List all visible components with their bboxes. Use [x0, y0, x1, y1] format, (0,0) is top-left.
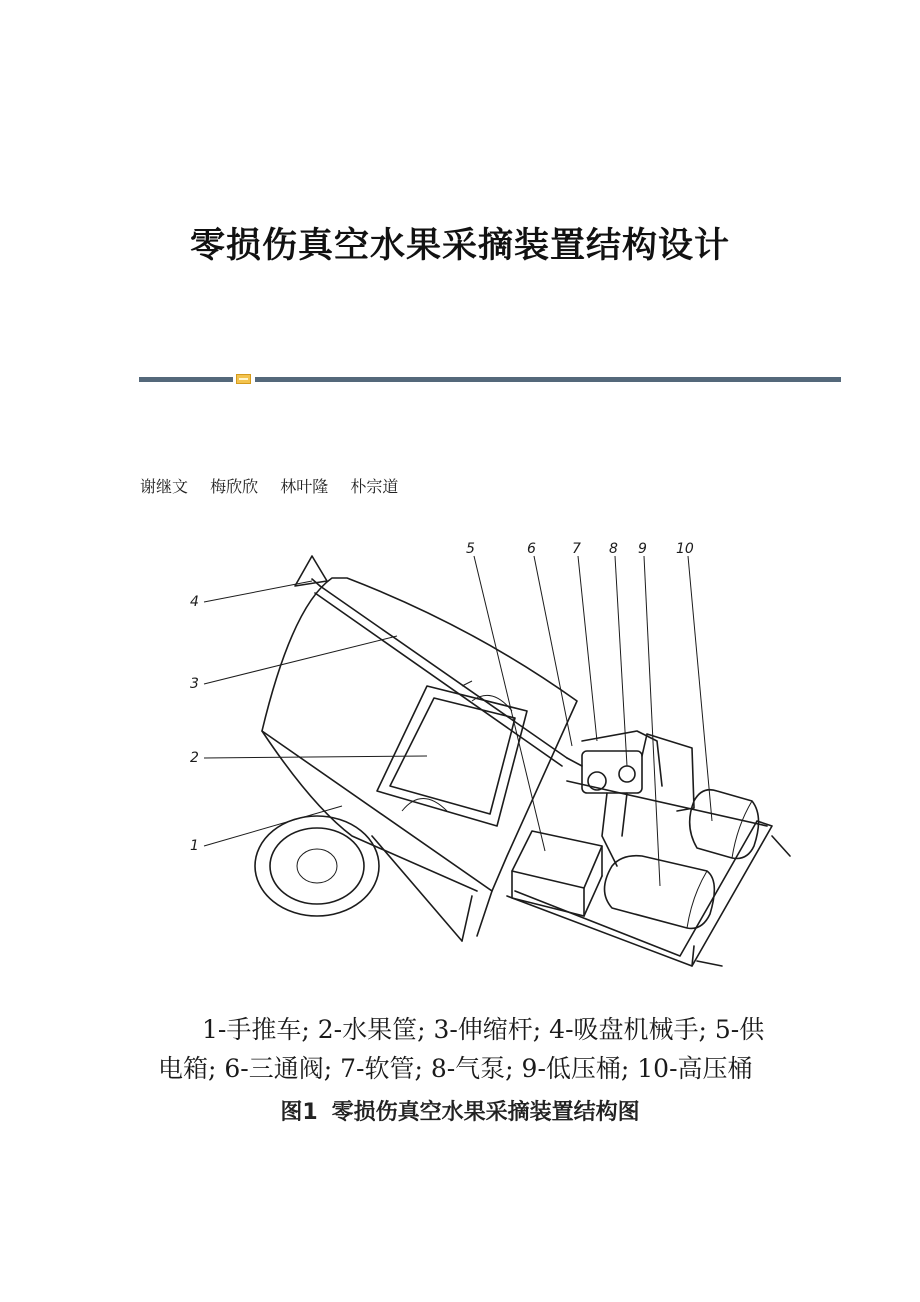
divider-bar-left [139, 377, 233, 382]
figure-number: 图1 [280, 1100, 318, 1125]
legend-line: 1-手推车; 2-水果筐; 3-伸缩杆; 4-吸盘机械手; 5-供 [202, 1015, 765, 1044]
figure-label-8: 8 [609, 541, 618, 557]
figure-label-4: 4 [190, 594, 199, 610]
paper-title: 零损伤真空水果采摘装置结构设计 [189, 225, 730, 266]
figure-caption-text: 零损伤真空水果采摘装置结构图 [331, 1100, 640, 1125]
figure-label-9: 9 [638, 541, 647, 557]
label-leader-lines [204, 556, 712, 886]
figure-label-6: 6 [527, 541, 536, 557]
cart-drawing [255, 578, 577, 941]
figure-label-5: 5 [466, 541, 475, 557]
author-name: 谢继文 [140, 477, 189, 496]
author-name: 林叶隆 [280, 477, 329, 496]
legend-line: 电箱; 6-三通阀; 7-软管; 8-气泵; 9-低压桶; 10-高压桶 [158, 1054, 753, 1083]
figure-label-2: 2 [190, 750, 199, 766]
figure-caption [0, 1095, 920, 1126]
divider-badge-icon [236, 374, 251, 384]
figure-label-10: 10 [676, 541, 694, 557]
figure-legend [158, 1010, 822, 1088]
author-name: 梅欣欣 [210, 477, 259, 496]
high-pressure-tank-drawing [690, 790, 759, 859]
author-name: 朴宗道 [350, 477, 399, 496]
device-structure-drawing [172, 536, 792, 991]
telescopic-rod-drawing [315, 586, 567, 766]
figure-label-3: 3 [190, 676, 199, 692]
section-divider [139, 374, 841, 384]
divider-bar-right [255, 377, 841, 382]
figure-label-7: 7 [572, 541, 581, 557]
figure-label-1: 1 [190, 838, 199, 854]
author-list [140, 474, 415, 497]
